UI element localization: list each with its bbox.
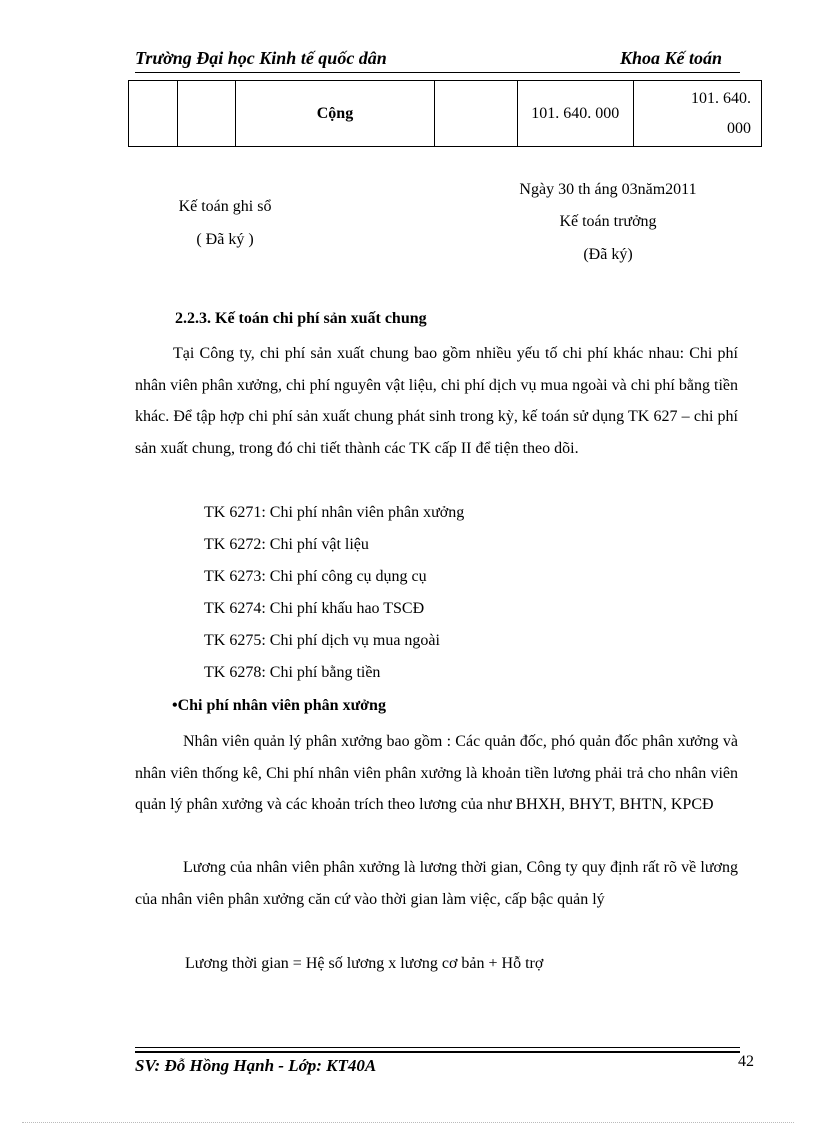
account-6274: TK 6274: Chi phí khấu hao TSCĐ bbox=[204, 600, 425, 617]
header-school: Trường Đại học Kinh tế quốc dân bbox=[135, 48, 387, 68]
paragraph-1 bbox=[135, 338, 738, 464]
formula: Lương thời gian = Hệ số lương x lương cơ bản + Hỗ trợ bbox=[185, 955, 544, 972]
header-divider bbox=[135, 72, 740, 73]
bullet-heading: •Chi phí nhân viên phân xưởng bbox=[172, 697, 386, 714]
account-6273: TK 6273: Chi phí công cụ dụng cụ bbox=[204, 568, 427, 585]
total-debit: 101. 640. 000 bbox=[517, 81, 633, 147]
total-table bbox=[128, 80, 762, 147]
sig-right-title: Kế toán trưởng bbox=[559, 213, 657, 230]
total-credit bbox=[633, 81, 761, 147]
footer-student: SV: Đỗ Hồng Hạnh - Lớp: KT40A bbox=[135, 1056, 377, 1075]
footer-divider-thick bbox=[135, 1051, 740, 1053]
table-cell bbox=[435, 81, 517, 147]
total-credit-line2: 000 bbox=[727, 119, 751, 137]
sig-left-status: ( Đã ký ) bbox=[196, 231, 254, 248]
total-label: Cộng bbox=[235, 81, 435, 147]
paragraph-3-text: Lương của nhân viên phân xưởng là lương thời gian, Công ty quy định rất rõ về lương của nhân viên phân xưởng căn cứ vào thời gian làm việc, cấp bậc quản lý bbox=[135, 859, 738, 908]
paragraph-3 bbox=[135, 852, 738, 915]
sig-date: Ngày 30 th áng 03năm2011 bbox=[519, 181, 697, 198]
account-6275: TK 6275: Chi phí dịch vụ mua ngoài bbox=[204, 632, 440, 649]
account-6278: TK 6278: Chi phí bằng tiền bbox=[204, 664, 381, 681]
paragraph-1-text: Tại Công ty, chi phí sản xuất chung bao gồm nhiều yếu tố chi phí khác nhau: Chi phí nhân viên phân xưởng, chi phí nguyên vật liệu, chi phí dịch vụ mua ngoài và chi phí bằng tiền khác. Để tập hợp chi phí sản xuất chung phát sinh trong kỳ, kế toán sử dụng TK 627 – chi phí sản xuất chung, trong đó chi tiết thành các TK cấp II để tiện theo dõi. bbox=[135, 345, 738, 457]
account-6272: TK 6272: Chi phí vật liệu bbox=[204, 536, 369, 553]
table-row bbox=[129, 81, 762, 147]
page-number: 42 bbox=[738, 1053, 754, 1070]
total-credit-line1: 101. 640. bbox=[691, 89, 751, 107]
account-6271: TK 6271: Chi phí nhân viên phân xưởng bbox=[204, 504, 465, 521]
table-cell bbox=[129, 81, 178, 147]
sig-right-status: (Đã ký) bbox=[583, 246, 633, 263]
paragraph-2 bbox=[135, 726, 738, 821]
footer-divider bbox=[135, 1047, 740, 1048]
header-faculty: Khoa Kế toán bbox=[620, 48, 723, 68]
section-title: 2.2.3. Kế toán chi phí sản xuất chung bbox=[175, 310, 427, 327]
sig-left-title: Kế toán ghi sổ bbox=[178, 198, 272, 215]
paragraph-2-text: Nhân viên quản lý phân xưởng bao gồm : Các quản đốc, phó quản đốc phân xưởng và nhân viên thống kê, Chi phí nhân viên phân xưởng là khoản tiền lương phải trả cho nhân viên quản lý phân xưởng và các khoản trích theo lương của như BHXH, BHYT, BHTN, KPCĐ bbox=[135, 733, 738, 813]
table-cell bbox=[178, 81, 235, 147]
